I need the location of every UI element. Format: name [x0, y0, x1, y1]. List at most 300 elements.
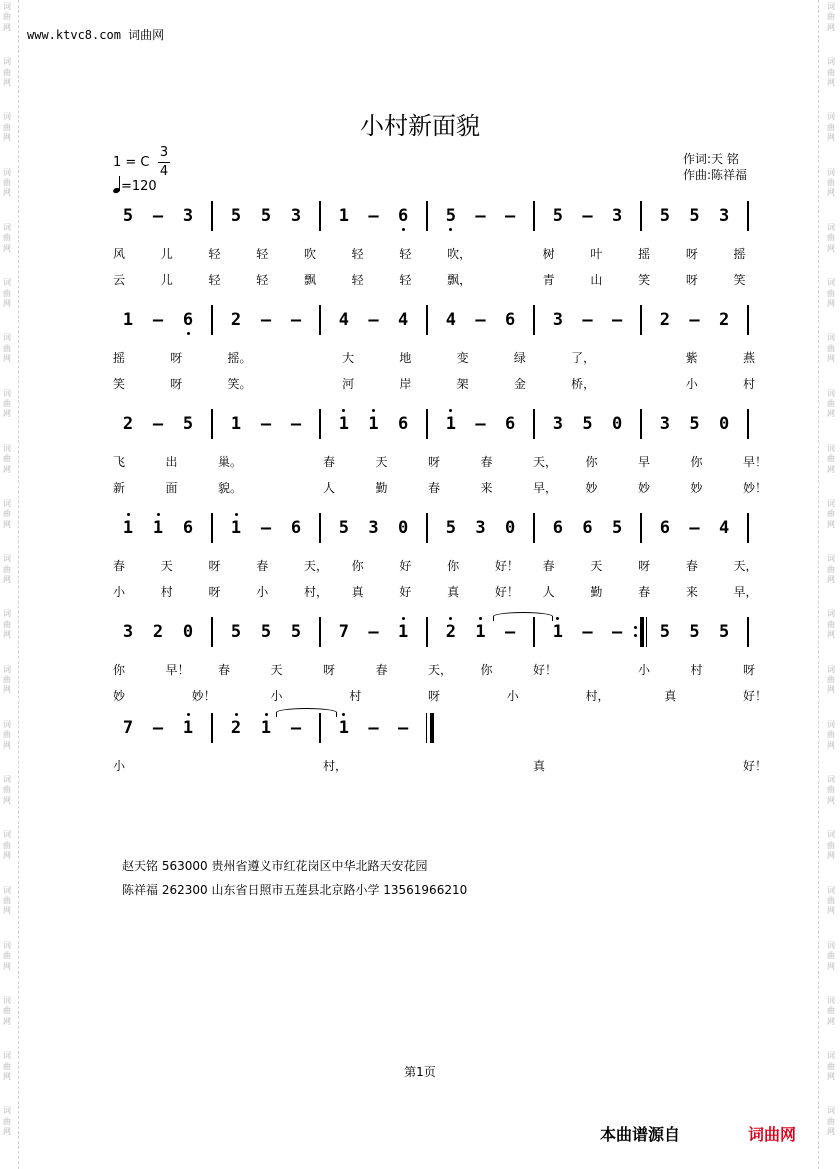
lyric-char: 天，: [428, 663, 453, 677]
note: 7: [122, 718, 134, 738]
barline: [533, 513, 535, 543]
measure-row: [113, 617, 753, 647]
note: 5: [290, 622, 302, 642]
lyric-line: [113, 271, 753, 287]
address-line-1: 赵天铭 563000 贵州省遵义市红花岗区中华北路天安花园: [122, 859, 428, 873]
watermark-text: 词 曲 网: [827, 443, 835, 474]
measure: [113, 518, 203, 538]
measure: [113, 310, 203, 330]
lyric-char: 真: [351, 585, 364, 599]
note: 0: [182, 622, 194, 642]
lyric-char: 春: [428, 481, 441, 495]
note: 0: [612, 414, 623, 434]
barline: [211, 713, 213, 743]
watermark-text: 词 曲 网: [3, 609, 11, 640]
lyric-char: 呀: [170, 351, 183, 365]
lyric-char: 轻: [351, 247, 364, 261]
lyric-char: 妙: [113, 689, 126, 703]
lyric-char: 好: [399, 585, 412, 599]
note: 6: [505, 310, 516, 330]
lyric-char: 你: [480, 663, 493, 677]
lyric-char: 青: [542, 273, 555, 287]
note: 4: [445, 310, 456, 330]
note: 5: [582, 414, 593, 434]
note: 5: [260, 206, 272, 226]
barline: [319, 713, 321, 743]
note: 1: [260, 718, 272, 738]
measure: [329, 518, 418, 538]
lyric-line: [113, 245, 753, 261]
lyric-char: 山: [590, 273, 603, 287]
measure: [543, 310, 632, 330]
site-url[interactable]: www.ktvc8.com: [27, 28, 121, 42]
watermark-text: 词 曲 网: [827, 333, 835, 364]
lyric-line: [113, 661, 756, 677]
note: 2: [719, 310, 730, 330]
watermark-text: 词 曲 网: [3, 554, 11, 584]
hold-dash: –: [582, 622, 593, 642]
lyric-char: 天: [375, 455, 388, 469]
lyric-char: 呀: [638, 559, 651, 573]
lyric-char: 摇: [733, 247, 746, 261]
measure: [329, 206, 418, 226]
lyric-char: 笑。: [227, 377, 252, 391]
measure: [650, 518, 739, 538]
hold-dash: –: [582, 206, 593, 226]
note: 5: [445, 206, 456, 226]
note: 6: [505, 414, 516, 434]
lyric-char: 勤: [590, 585, 603, 599]
barline: [747, 617, 749, 647]
note: 4: [398, 310, 409, 330]
lyric-char: 春: [542, 559, 555, 573]
watermark-text: 词 曲 网: [827, 388, 835, 419]
watermark-text: 词 曲 网: [3, 664, 11, 695]
barline: [640, 409, 642, 439]
measure: [436, 414, 525, 434]
measure: [650, 310, 739, 330]
lyric-char: 好！: [743, 759, 768, 773]
time-signature: [158, 145, 170, 180]
measure-row: [113, 713, 753, 743]
hold-dash: –: [368, 310, 379, 330]
barline: [640, 305, 642, 335]
measure: [543, 622, 632, 642]
barline: [747, 201, 749, 231]
watermark-text: 词 曲 网: [3, 2, 11, 32]
note: 6: [182, 518, 194, 538]
note: 2: [122, 414, 134, 434]
lyric-char: 呀: [208, 585, 221, 599]
watermark-text: 词 曲 网: [827, 554, 835, 584]
measure: [113, 718, 203, 738]
note: 5: [659, 622, 670, 642]
lyric-line: [113, 453, 768, 469]
quarter-note-icon: [113, 176, 121, 193]
hold-dash: –: [260, 310, 272, 330]
lyric-char: 貌。: [218, 481, 243, 495]
lyric-char: 人: [542, 585, 555, 599]
note: 3: [368, 518, 379, 538]
note: 1: [182, 718, 194, 738]
right-margin-line: [818, 0, 819, 1169]
lyric-line: [113, 349, 756, 365]
measure: [221, 310, 311, 330]
measure: [543, 206, 632, 226]
lyric-char: 妙！: [191, 689, 216, 703]
lyric-char: 燕: [743, 351, 756, 365]
measure: [221, 718, 311, 738]
lyric-char: 变: [456, 351, 469, 365]
lyric-char: 村: [743, 377, 756, 391]
note: 1: [230, 518, 242, 538]
tie-slur: [493, 612, 553, 621]
lyric-char: 勤: [375, 481, 388, 495]
note: 6: [582, 518, 593, 538]
lyric-char: 天，: [303, 559, 328, 573]
note: 2: [659, 310, 670, 330]
lyric-char: 轻: [256, 247, 269, 261]
hold-dash: –: [368, 206, 379, 226]
tempo-value: =120: [121, 179, 157, 194]
credits: [683, 151, 747, 183]
lyric-char: 村: [690, 663, 703, 677]
watermark-text: 词 曲 网: [827, 995, 835, 1026]
barline: [533, 617, 535, 647]
note: 3: [659, 414, 670, 434]
lyric-char: 你: [447, 559, 460, 573]
measure: [329, 718, 418, 738]
lyric-char: 春: [638, 585, 651, 599]
barline: [640, 201, 642, 231]
watermark-text: 词 曲 网: [3, 278, 11, 308]
barline: [533, 409, 535, 439]
page-number: 第1页: [404, 1065, 436, 1079]
lyric-char: 笑: [733, 273, 746, 287]
lyric-char: 金: [513, 377, 526, 391]
lyric-char: 呀: [428, 455, 441, 469]
lyricist: 作词:天 铭: [683, 152, 739, 166]
watermark-text: 词 曲 网: [3, 443, 11, 474]
lyric-char: 架: [456, 377, 469, 391]
watermark-text: 词 曲 网: [827, 664, 835, 695]
note: 5: [552, 206, 563, 226]
lyric-char: 摇: [113, 351, 126, 365]
note: 5: [445, 518, 456, 538]
lyric-char: 好！: [494, 585, 519, 599]
lyric-char: 飞: [113, 455, 126, 469]
lyric-char: 出: [165, 455, 178, 469]
lyric-char: 早！: [165, 663, 190, 677]
note: 6: [659, 518, 670, 538]
lyric-char: 真: [664, 689, 677, 703]
note: 1: [368, 414, 379, 434]
barline: [211, 409, 213, 439]
watermark-text: 词 曲 网: [3, 112, 11, 143]
hold-dash: –: [475, 414, 486, 434]
note: 3: [552, 310, 563, 330]
note: 5: [338, 518, 349, 538]
measure: [650, 622, 739, 642]
note: 1: [230, 414, 242, 434]
barline: [211, 305, 213, 335]
note: 5: [612, 518, 623, 538]
lyric-char: 飘: [303, 273, 316, 287]
barline: [319, 409, 321, 439]
note: 6: [552, 518, 563, 538]
watermark-text: 词 曲 网: [3, 222, 11, 253]
note: 1: [398, 622, 409, 642]
lyric-char: 儿: [160, 247, 173, 261]
measure: [221, 206, 311, 226]
lyric-char: 绿: [513, 351, 526, 365]
watermark-text: 词 曲 网: [3, 940, 11, 971]
barline: [426, 305, 428, 335]
note: 1: [122, 310, 134, 330]
measure: [221, 414, 311, 434]
note: 3: [475, 518, 486, 538]
barline: [319, 513, 321, 543]
watermark-text: 词 曲 网: [827, 830, 835, 861]
lyric-char: 真: [533, 759, 546, 773]
measure-row: [113, 201, 753, 231]
watermark-text: 词 曲 网: [3, 1051, 11, 1081]
note: 3: [290, 206, 302, 226]
watermark-text: 词 曲 网: [3, 719, 11, 750]
tie-slur: [276, 708, 337, 717]
address-line-2: 陈祥福 262300 山东省日照市五莲县北京路小学 13561966210: [122, 883, 468, 897]
lyric-char: 春: [685, 559, 698, 573]
lyric-char: 大: [342, 351, 355, 365]
lyric-char: 春: [256, 559, 269, 573]
lyric-char: 你: [351, 559, 364, 573]
hold-dash: –: [152, 414, 164, 434]
watermark-text: 词 曲 网: [827, 2, 835, 32]
lyric-char: 小: [506, 689, 519, 703]
watermark-text: 词 曲 网: [3, 1106, 11, 1137]
lyric-char: 呀: [743, 663, 756, 677]
measure: [436, 518, 525, 538]
lyric-char: 小: [113, 585, 126, 599]
lyric-char: 村: [349, 689, 362, 703]
measure: [543, 414, 632, 434]
lyric-char: 妙: [638, 481, 651, 495]
hold-dash: –: [260, 518, 272, 538]
hold-dash: –: [398, 718, 409, 738]
lyric-char: 面: [165, 481, 178, 495]
lyric-char: 真: [447, 585, 460, 599]
watermark-text: 词 曲 网: [827, 885, 835, 916]
note: 1: [122, 518, 134, 538]
note: 7: [338, 622, 349, 642]
time-signature-top: 3: [159, 145, 169, 160]
hold-dash: –: [475, 206, 486, 226]
lyric-char: 飘，: [447, 273, 472, 287]
lyric-char: 小: [256, 585, 269, 599]
lyric-char: 摇。: [227, 351, 252, 365]
lyric-char: 风: [113, 247, 126, 261]
note: 1: [552, 622, 563, 642]
lyric-char: 地: [399, 351, 412, 365]
lyric-char: 天，: [733, 559, 758, 573]
measure: [113, 414, 203, 434]
note: 5: [689, 414, 700, 434]
lyric-char: 你: [113, 663, 126, 677]
lyric-char: 轻: [256, 273, 269, 287]
note: 3: [182, 206, 194, 226]
watermark-text: 词 曲 网: [827, 498, 835, 529]
lyric-line: [113, 757, 768, 773]
lyric-char: 摇: [638, 247, 651, 261]
note: 1: [338, 414, 349, 434]
source-label: 本曲谱源自: [600, 1125, 681, 1144]
lyric-char: 呀: [323, 663, 336, 677]
note: 4: [338, 310, 349, 330]
note: 5: [659, 206, 670, 226]
lyric-char: 来: [685, 585, 698, 599]
lyric-char: 好！: [494, 559, 519, 573]
barline: [533, 201, 535, 231]
lyric-char: 呀: [428, 689, 441, 703]
barline: [211, 617, 213, 647]
lyric-char: 紫: [685, 351, 698, 365]
source-brand[interactable]: 词曲网: [748, 1125, 797, 1144]
lyric-char: 早！: [743, 455, 768, 469]
note: 6: [182, 310, 194, 330]
note: 2: [230, 718, 242, 738]
note: 3: [122, 622, 134, 642]
hold-dash: –: [290, 718, 302, 738]
measure: [436, 206, 525, 226]
note: 2: [230, 310, 242, 330]
lyric-line: [113, 375, 756, 391]
watermark-text: 词 曲 网: [827, 609, 835, 640]
lyric-char: 叶: [590, 247, 603, 261]
hold-dash: –: [290, 414, 302, 434]
measure: [436, 622, 525, 642]
lyric-char: 早: [638, 455, 651, 469]
lyric-line: [113, 479, 768, 495]
lyric-char: 呀: [208, 559, 221, 573]
measure: [329, 310, 418, 330]
barline: [319, 201, 321, 231]
hold-dash: –: [689, 518, 700, 538]
lyric-char: 轻: [399, 247, 412, 261]
watermark-text: 词 曲 网: [3, 995, 11, 1026]
note: 4: [719, 518, 730, 538]
note: 1: [338, 206, 349, 226]
lyric-line: [113, 557, 758, 573]
hold-dash: –: [612, 622, 623, 642]
note: 5: [689, 206, 700, 226]
watermark-text: 词 曲 网: [827, 222, 835, 253]
note: 3: [612, 206, 623, 226]
lyric-char: 了，: [571, 351, 596, 365]
measure: [221, 518, 311, 538]
note: 6: [398, 206, 409, 226]
watermark-text: 词 曲 网: [3, 388, 11, 419]
watermark-text: 词 曲 网: [827, 1051, 835, 1081]
lyric-char: 轻: [399, 273, 412, 287]
watermark-text: 词 曲 网: [827, 719, 835, 750]
lyric-char: 妙: [690, 481, 703, 495]
lyric-char: 小: [638, 663, 651, 677]
lyric-char: 好！: [743, 689, 768, 703]
note: 2: [152, 622, 164, 642]
lyric-char: 小: [113, 759, 126, 773]
note: 1: [445, 414, 456, 434]
lyric-char: 春: [218, 663, 231, 677]
lyric-char: 呀: [685, 247, 698, 261]
lyric-char: 村，: [303, 585, 328, 599]
lyric-char: 轻: [208, 247, 221, 261]
note: 1: [338, 718, 349, 738]
lyric-char: 小: [685, 377, 698, 391]
barline: [640, 513, 642, 543]
watermark-text: 词 曲 网: [827, 775, 835, 805]
measure: [329, 622, 418, 642]
note: 5: [230, 206, 242, 226]
lyric-char: 树: [542, 247, 555, 261]
measure: [113, 206, 203, 226]
watermark-text: 词 曲 网: [3, 333, 11, 364]
note: 5: [230, 622, 242, 642]
hold-dash: –: [368, 622, 379, 642]
measure-row: [113, 305, 753, 335]
watermark-text: 词 曲 网: [827, 1106, 835, 1137]
note: 5: [122, 206, 134, 226]
hold-dash: –: [368, 718, 379, 738]
watermark-text: 词 曲 网: [3, 775, 11, 805]
measure: [650, 206, 739, 226]
note: 3: [719, 206, 730, 226]
measure: [113, 622, 203, 642]
left-watermark-strip: [0, 0, 14, 1169]
lyric-char: 呀: [685, 273, 698, 287]
note: 3: [552, 414, 563, 434]
barline: [426, 513, 428, 543]
note: 5: [689, 622, 700, 642]
lyric-char: 笑: [638, 273, 651, 287]
lyric-char: 天: [160, 559, 173, 573]
watermark-text: 词 曲 网: [827, 112, 835, 143]
site-header: [27, 26, 164, 43]
lyric-char: 你: [690, 455, 703, 469]
watermark-text: 词 曲 网: [827, 57, 835, 88]
barline: [426, 409, 428, 439]
barline: [426, 617, 428, 647]
site-name: 词曲网: [128, 28, 165, 42]
note: 0: [505, 518, 516, 538]
lyric-char: 村: [160, 585, 173, 599]
barline: [319, 305, 321, 335]
barline: [319, 617, 321, 647]
note: 6: [290, 518, 302, 538]
lyric-char: 吹: [303, 247, 316, 261]
measure: [221, 622, 311, 642]
note: 2: [445, 622, 456, 642]
hold-dash: –: [152, 206, 164, 226]
barline: [747, 513, 749, 543]
note: 1: [152, 518, 164, 538]
note: 5: [719, 622, 730, 642]
measure-row: [113, 513, 753, 543]
watermark-text: 词 曲 网: [3, 885, 11, 916]
note: 0: [719, 414, 730, 434]
lyric-line: [113, 583, 758, 599]
lyric-char: 来: [480, 481, 493, 495]
lyric-char: 小: [270, 689, 283, 703]
